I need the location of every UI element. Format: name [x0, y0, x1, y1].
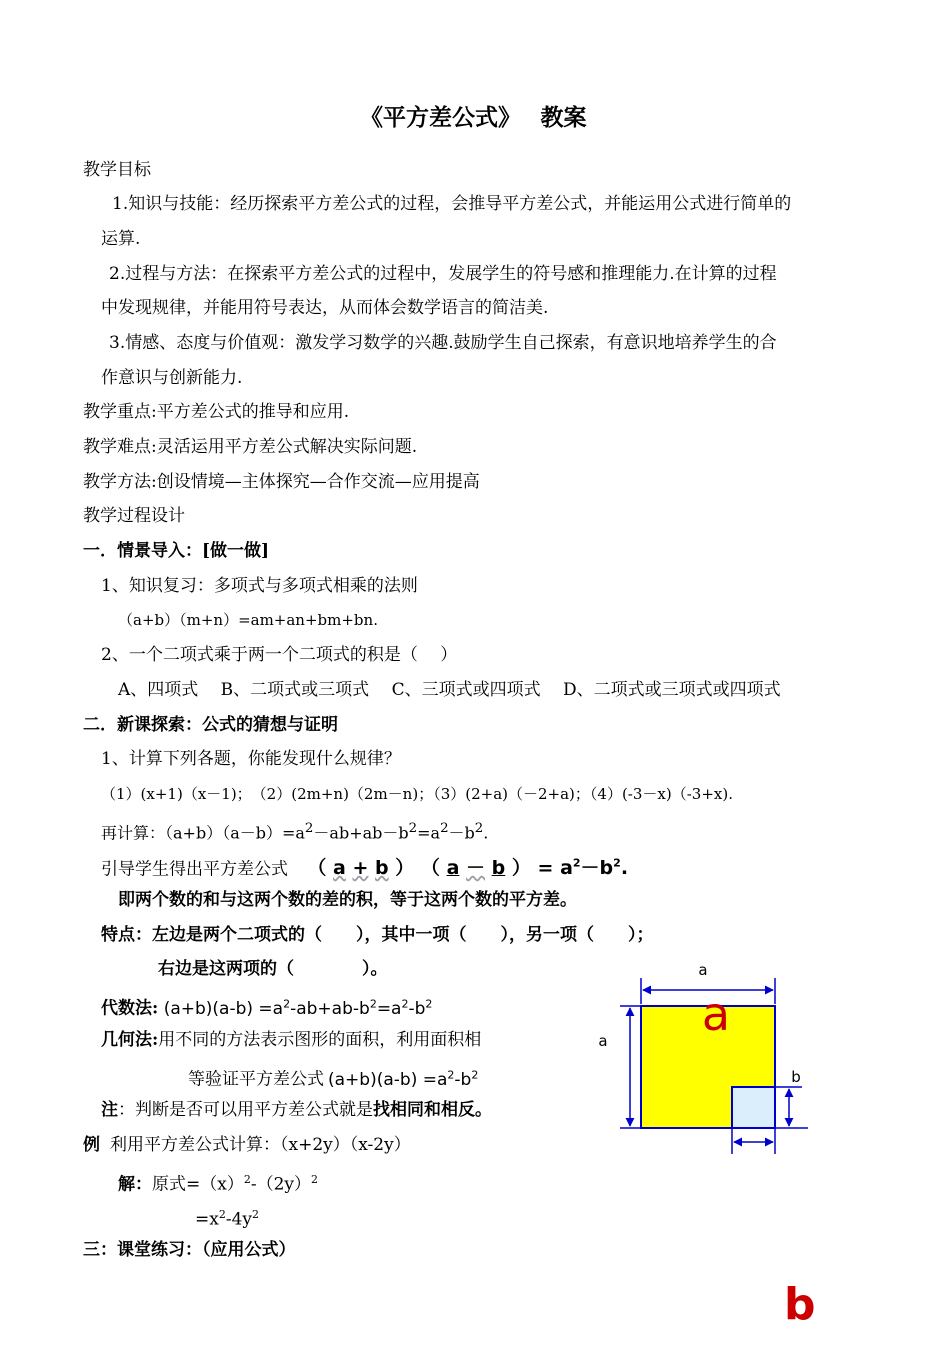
recalc-mid-2: =a: [417, 823, 441, 843]
label-b-right: b: [791, 1068, 801, 1086]
term-a: a: [333, 857, 346, 880]
objective-3-line-1: 3.情感、态度与价值观：激发学习数学的兴趣.鼓励学生自己探索，有意识地培养学生的合: [109, 333, 777, 353]
sup: 2: [369, 997, 377, 1010]
features-line-1: 特点：左边是两个二项式的（ ），其中一项（ ），另一项（ ）；: [101, 925, 654, 945]
paren: （: [420, 857, 440, 880]
expr: -b: [454, 1069, 472, 1090]
objective-3-line-2: 作意识与创新能力.: [101, 368, 243, 388]
geometry-text: 用不同的方法表示图形的面积，利用面积相: [158, 1030, 482, 1050]
minus-sign: －: [466, 857, 486, 880]
paren: ）: [511, 857, 531, 880]
question-2-options: A、四项式 B、二项式或三项式 C、三项式或四项式 D、二项式或三项式或四项式: [118, 680, 781, 700]
term-b: b: [491, 857, 506, 880]
expr: -ab+ab-b: [290, 998, 370, 1019]
features-line-2: 右边是这两项的（ ）。: [158, 959, 388, 979]
difficulty: 教学难点:灵活运用平方差公式解决实际问题.: [83, 437, 418, 457]
sup: 2: [252, 1208, 260, 1221]
formula-rhs-end: －b: [580, 857, 614, 880]
term-a: a: [446, 857, 460, 880]
sup: 2: [408, 821, 418, 836]
guide-prefix: 引导学生得出平方差公式: [101, 859, 288, 880]
sup: 2: [218, 1208, 226, 1221]
sup: 2: [304, 821, 314, 836]
note: [101, 1098, 492, 1122]
sup: 2: [243, 1173, 251, 1186]
bottom-letter: b: [784, 1279, 816, 1330]
solution-label: 解：: [118, 1174, 152, 1195]
sup: 2: [474, 821, 484, 836]
note-text: ：判断是否可以用平方差公式就是: [118, 1100, 373, 1120]
expr: -b: [408, 998, 426, 1019]
recalc-end: －b: [448, 823, 475, 843]
note-emphasis: 找相同和相反。: [373, 1100, 492, 1120]
note-label: 注: [101, 1100, 118, 1120]
sup: 2: [425, 997, 433, 1010]
geometric-method: [101, 1028, 481, 1052]
sup: 2: [311, 1173, 319, 1186]
label-a-big: a: [701, 987, 731, 1041]
geometry-cont-text: 等验证平方差公式: [188, 1069, 324, 1090]
label-a-left: a: [598, 1032, 608, 1050]
sup: 2: [613, 857, 621, 870]
objective-1-line-1: 1.知识与技能：经历探索平方差公式的过程，会推导平方差公式，并能运用公式进行简单的: [112, 194, 792, 214]
difference-of-squares-formula: （ a + b ） （ a － b ） = $a^2-b^2$.: [307, 857, 629, 880]
example-text: 利用平方差公式计算：（x+2y）（x-2y）: [110, 1135, 411, 1155]
sup: 2: [401, 997, 409, 1010]
sup: 2: [572, 857, 581, 870]
formula-guide: [101, 852, 628, 881]
expr: (a+b)(a-b) =a: [328, 1069, 448, 1090]
exercise-list: （1）(x+1)（x－1)； （2）(2m+n)（2m－n)；（3）(2+a)（－2+a)；（4）(-3－x)（-3+x).: [101, 785, 733, 803]
geometry-label: 几何法:: [101, 1030, 159, 1050]
section-3-heading: 三：课堂练习：（应用公式）: [83, 1240, 296, 1260]
paren: ）: [395, 857, 415, 880]
multiplication-rule: （a+b）（m+n）=am+an+bm+bn.: [118, 611, 378, 629]
solution-line-2: [195, 1203, 259, 1232]
formula-rhs: = a: [537, 857, 573, 880]
algebra-expression: [164, 999, 433, 1019]
recalc-prefix: 再计算：（a+b）（a－b）=a: [101, 823, 305, 843]
objective-1-line-2: 运算.: [101, 229, 141, 249]
recalculation: 再计算：$(a+b)(a-b)=a^2-ab+ab-b^2=a^2-b^2$.: [101, 821, 489, 843]
difference-of-squares-figure: [596, 956, 816, 1166]
example-label: 例: [83, 1135, 100, 1155]
section-1-heading: 一．情景导入：[做一做]: [83, 541, 270, 561]
plus-sign: +: [352, 857, 369, 880]
process-heading: 教学过程设计: [83, 506, 185, 526]
recalc-mid-1: －ab+ab－b: [313, 823, 409, 843]
expr: =a: [376, 998, 402, 1019]
sup: 2: [440, 821, 449, 836]
objectives-heading: 教学目标: [83, 160, 151, 180]
expr: (a+b)(a-b) =a: [163, 998, 284, 1019]
section-2-heading: 二．新课探索：公式的猜想与证明: [83, 715, 338, 735]
term-b: b: [375, 857, 389, 880]
sup: 2: [471, 1068, 479, 1081]
small-square: [732, 1087, 775, 1128]
document-title: 《平方差公式》 教案: [360, 104, 587, 131]
objective-2-line-2: 中发现规律，并能用符号表达，从而体会数学语言的简洁美.: [101, 298, 549, 318]
question-2: 2、一个二项式乘于两一个二项式的积是（ ）: [101, 645, 458, 665]
solution-part: -4y: [225, 1209, 253, 1230]
solution-part: =x: [195, 1209, 219, 1230]
example: [83, 1133, 411, 1157]
knowledge-review: 1、知识复习：多项式与多项式相乘的法则: [101, 576, 418, 596]
solution-line-1: [118, 1168, 318, 1197]
algebra-label: 代数法:: [101, 998, 159, 1019]
teaching-method: 教学方法:创设情境—主体探究—合作交流—应用提高: [83, 472, 480, 492]
geometry-expression: [328, 1070, 478, 1090]
compute-task: 1、计算下列各题，你能发现什么规律？: [101, 749, 401, 769]
formula-statement: 即两个数的和与这两个数的差的积，等于这两个数的平方差。: [118, 890, 577, 910]
sup: 2: [447, 1068, 455, 1081]
geometric-method-cont: [188, 1063, 478, 1092]
label-a-top: a: [698, 961, 708, 979]
solution-part: 原式=（x）: [152, 1174, 244, 1195]
key-point: 教学重点:平方差公式的推导和应用.: [83, 402, 350, 422]
solution-part: -（2y）: [250, 1174, 312, 1195]
sup: 2: [283, 997, 291, 1010]
objective-2-line-1: 2.过程与方法：在探索平方差公式的过程中，发展学生的符号感和推理能力.在计算的过程: [109, 264, 777, 284]
algebraic-method: [101, 992, 432, 1021]
paren: （: [307, 857, 327, 880]
